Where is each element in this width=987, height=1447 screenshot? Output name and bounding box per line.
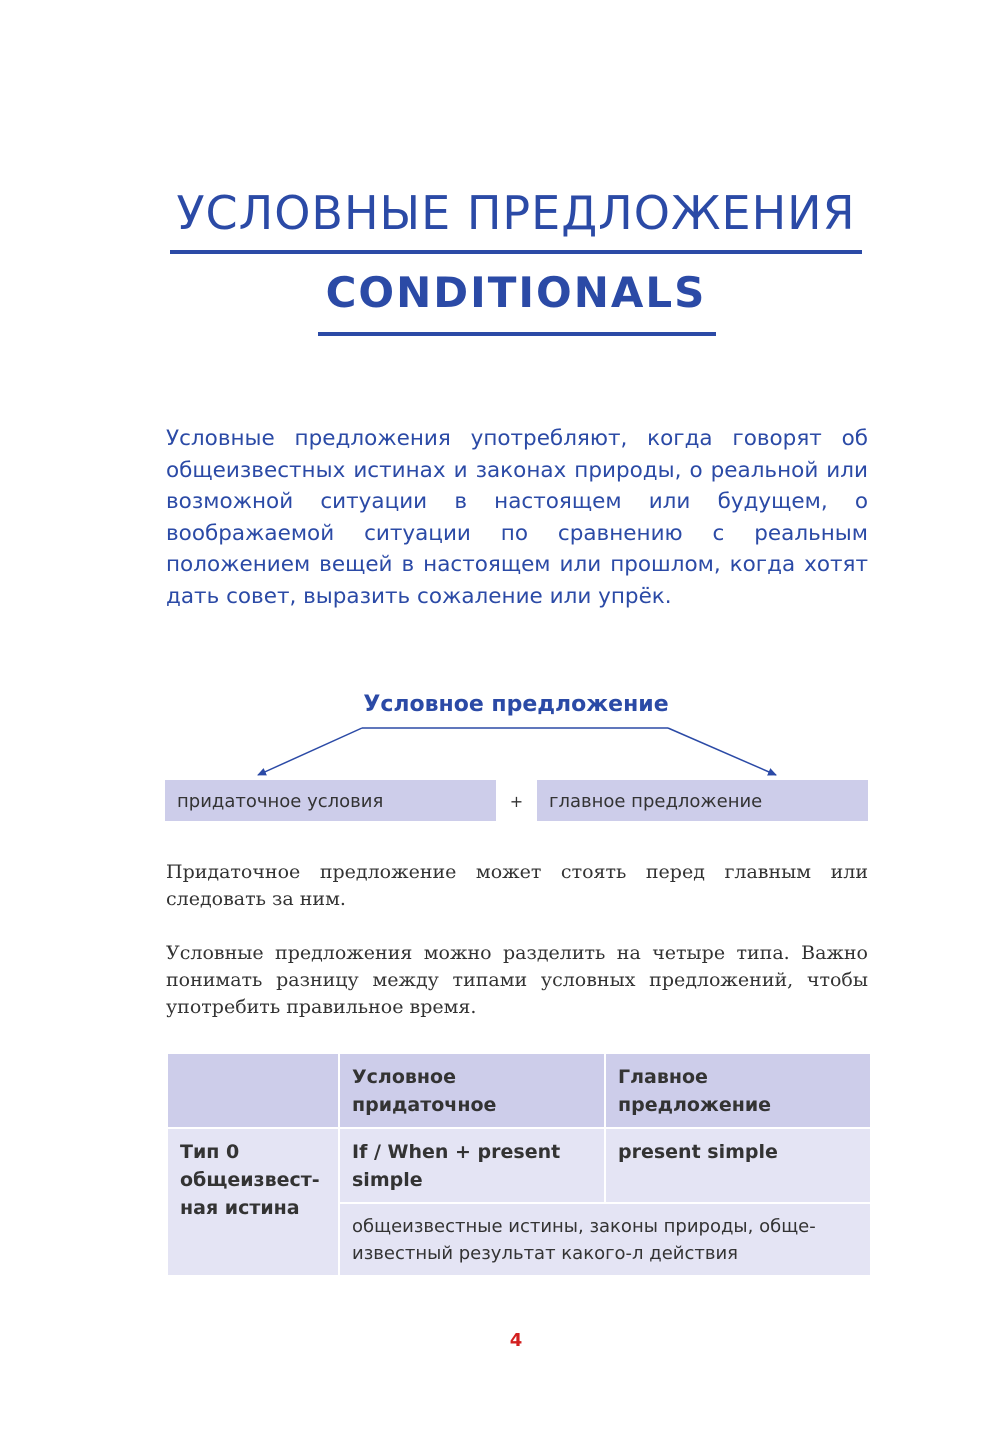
description-cell: общеизвестные истины, законы природы, общеизвестный результат какого-л действия [339,1203,871,1276]
type-label-cell: Тип 0 общеизвестная истина [167,1128,339,1276]
main-clause-cell: present simple [605,1128,871,1203]
page-number: 4 [509,1330,523,1351]
table-header-cell: Главное предложение [605,1053,871,1128]
arrow-right [668,728,776,775]
conditionals-table [166,1052,872,1277]
intro-paragraph: Условные предложения употребляют, когда говорят об общеизвестных истинах и законах природы, о реальной или возможной ситуации в настоящем или будущем, о воображаемой ситуации по сравнению с реальным положением вещей в настоящем или прошлом, когда хотят дать совет, выразить сожаление или упрёк. [166,426,868,609]
types-paragraph: Условные предложения можно разделить на четыре типа. Важно понимать разницу между типами условных предложений, чтобы употребить правильное время. [166,942,868,1018]
table-header-cell: Условное придаточное [339,1053,605,1128]
table-row [167,1128,871,1203]
table-header-cell [167,1053,339,1128]
plus-sign: + [509,792,524,811]
diagram-title: Условное предложение [363,692,669,717]
arrow-left [258,728,362,775]
condition-cell: If / When + present simple [339,1128,605,1203]
main-clause-box: главное предложение [537,780,868,821]
subordinate-clause-box: придаточное условия [165,780,496,821]
page-title-russian: УСЛОВНЫЕ ПРЕДЛОЖЕНИЯ [176,186,856,240]
page-title-english: CONDITIONALS [325,268,707,317]
clause-order-paragraph: Придаточное предложение может стоять перед главным или следовать за ним. [166,861,868,910]
table-header-row [167,1053,871,1128]
